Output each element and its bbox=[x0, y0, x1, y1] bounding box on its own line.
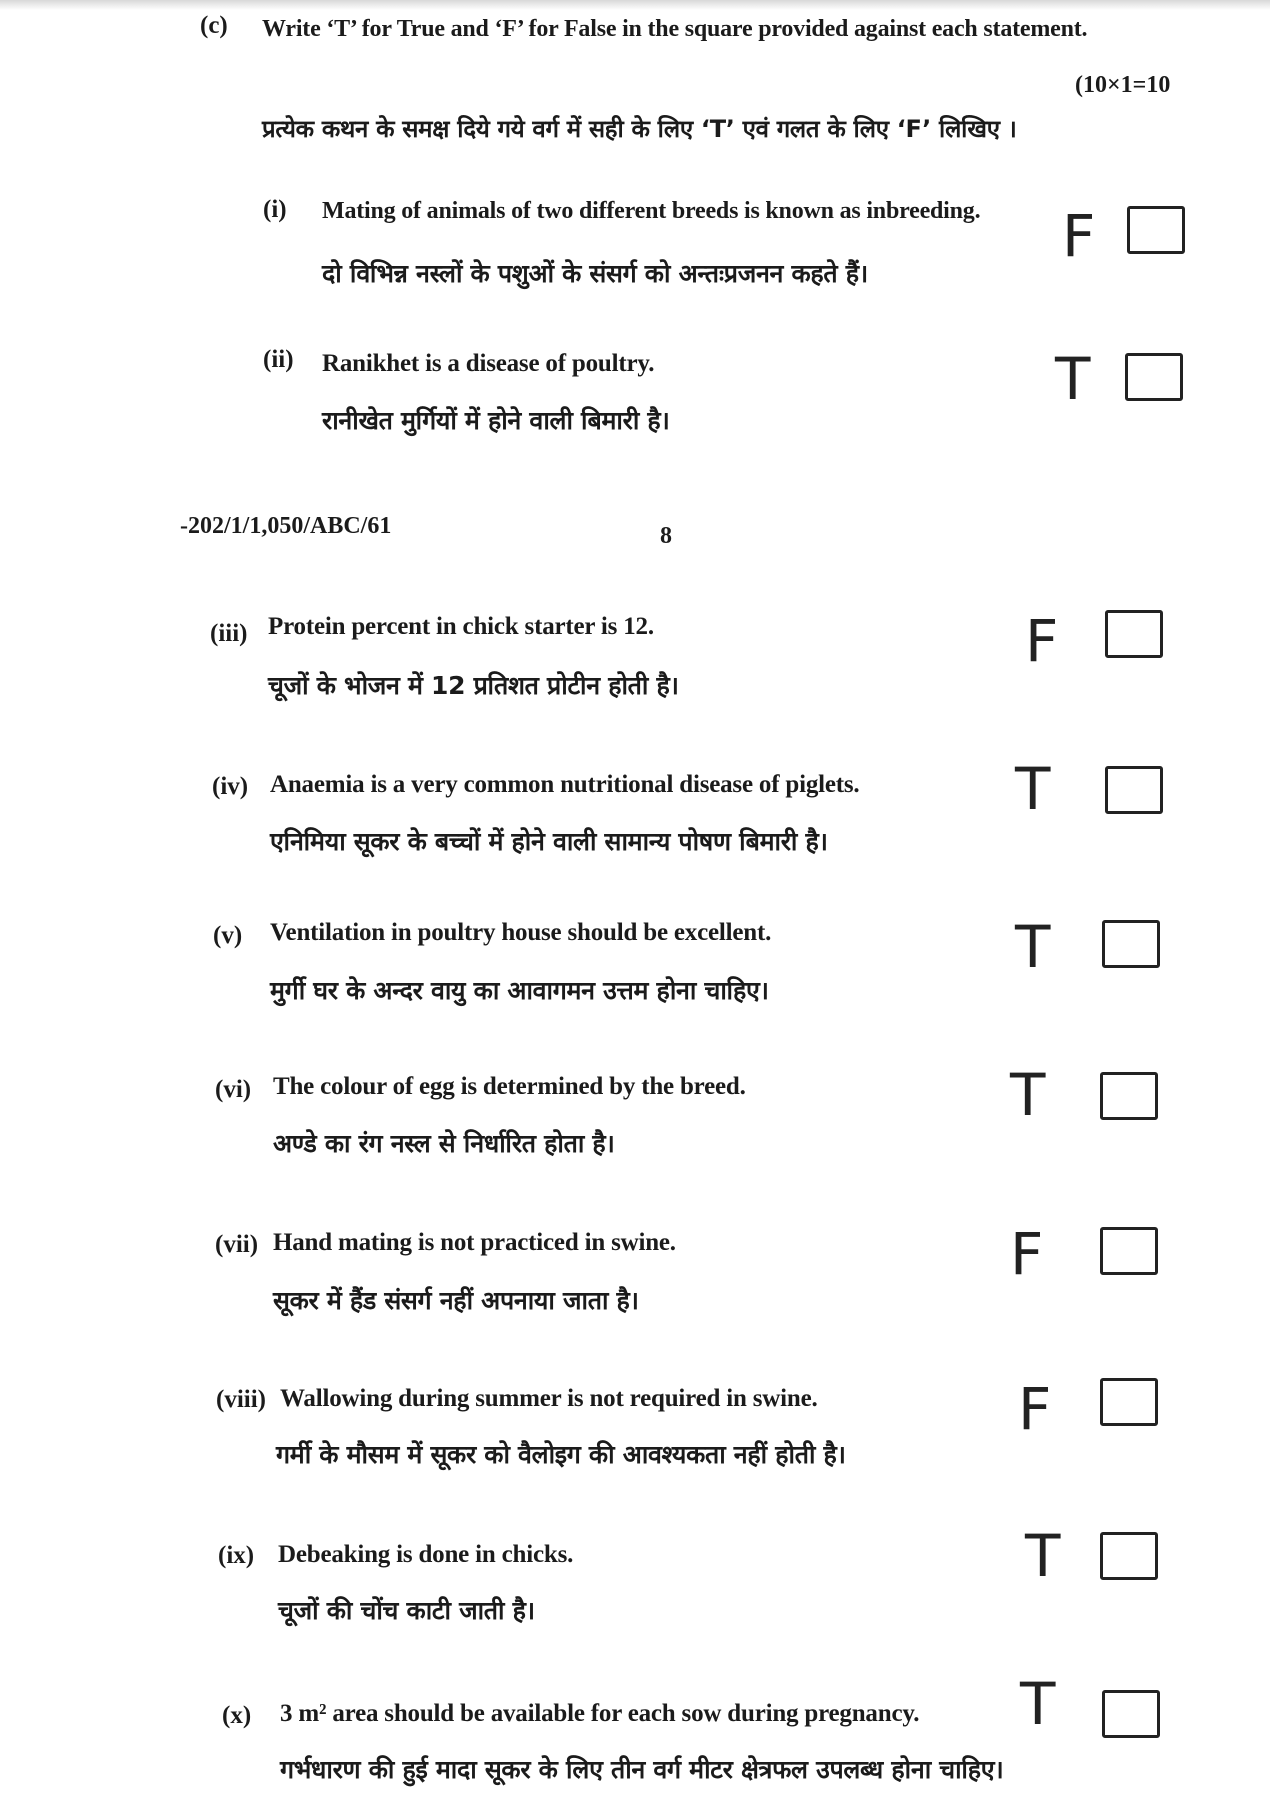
instruction-hindi: प्रत्येक कथन के समक्ष दिये गये वर्ग में सही के लिए ‘T’ एवं गलत के लिए ‘F’ लिखिए । bbox=[262, 115, 1017, 143]
handwritten-answer: F bbox=[1018, 1375, 1052, 1443]
item-statement-english: Mating of animals of two different breeds is known as inbreeding. bbox=[322, 198, 981, 224]
item-statement-hindi: गर्मी के मौसम में सूकर को वैलोइग की आवश्यकता नहीं होती है। bbox=[276, 1440, 846, 1469]
item-statement-english: Wallowing during summer is not required in swine. bbox=[280, 1385, 818, 1412]
item-statement-hindi: गर्भधारण की हुई मादा सूकर के लिए तीन वर्ग मीटर क्षेत्रफल उपलब्ध होना चाहिए। bbox=[280, 1755, 1004, 1784]
item-number: (iii) bbox=[210, 620, 248, 647]
page-number: 8 bbox=[660, 523, 672, 549]
answer-box[interactable] bbox=[1100, 1227, 1158, 1275]
question-label: (c) bbox=[200, 12, 228, 39]
answer-box[interactable] bbox=[1100, 1532, 1158, 1580]
marks-allocation: (10×1=10 bbox=[1075, 72, 1171, 98]
item-statement-english: Debeaking is done in chicks. bbox=[278, 1541, 574, 1568]
scan-top-edge bbox=[0, 0, 1270, 10]
handwritten-answer: F bbox=[1025, 607, 1059, 675]
item-number: (vi) bbox=[215, 1076, 252, 1103]
item-statement-hindi: अण्डे का रंग नस्ल से निर्धारित होता है। bbox=[273, 1129, 615, 1158]
item-statement-hindi: एनिमिया सूकर के बच्चों में होने वाली सामान्य पोषण बिमारी है। bbox=[270, 827, 828, 856]
handwritten-answer: T bbox=[1015, 913, 1051, 981]
item-number: (vii) bbox=[215, 1231, 259, 1258]
item-statement-hindi: दो विभिन्न नस्लों के पशुओं के संसर्ग को अन्तःप्रजनन कहते हैं। bbox=[322, 259, 868, 288]
handwritten-answer: T bbox=[1025, 1522, 1061, 1590]
item-number: (viii) bbox=[216, 1386, 266, 1413]
item-statement-hindi: रानीखेत मुर्गियों में होने वाली बिमारी है। bbox=[322, 406, 670, 435]
answer-box[interactable] bbox=[1102, 1690, 1160, 1738]
item-number: (i) bbox=[263, 196, 287, 223]
handwritten-answer: T bbox=[1015, 755, 1051, 823]
handwritten-answer: F bbox=[1010, 1220, 1044, 1288]
item-statement-hindi: सूकर में हैंड संसर्ग नहीं अपनाया जाता है। bbox=[273, 1286, 639, 1315]
handwritten-answer: F bbox=[1062, 202, 1096, 270]
instruction-english: Write ‘T’ for True and ‘F’ for False in the square provided against each statement. bbox=[262, 16, 1088, 42]
answer-box[interactable] bbox=[1100, 1072, 1158, 1120]
answer-box[interactable] bbox=[1105, 610, 1163, 658]
answer-box[interactable] bbox=[1100, 1378, 1158, 1426]
paper-code: -202/1/1,050/ABC/61 bbox=[180, 513, 392, 539]
handwritten-answer: T bbox=[1010, 1061, 1046, 1129]
item-number: (v) bbox=[213, 922, 243, 949]
item-statement-english: Ventilation in poultry house should be excellent. bbox=[270, 919, 772, 946]
item-statement-english: 3 m² area should be available for each sow during pregnancy. bbox=[280, 1700, 920, 1727]
item-statement-english: The colour of egg is determined by the breed. bbox=[273, 1073, 746, 1100]
item-statement-hindi: मुर्गी घर के अन्दर वायु का आवागमन उत्तम होना चाहिए। bbox=[270, 976, 769, 1005]
item-number: (x) bbox=[222, 1702, 252, 1729]
answer-box[interactable] bbox=[1125, 353, 1183, 401]
answer-box[interactable] bbox=[1105, 766, 1163, 814]
item-statement-hindi: चूजों के भोजन में 12 प्रतिशत प्रोटीन होती है। bbox=[268, 671, 679, 700]
answer-box[interactable] bbox=[1127, 206, 1185, 254]
item-statement-english: Ranikhet is a disease of poultry. bbox=[322, 350, 655, 377]
item-statement-hindi: चूजों की चोंच काटी जाती है। bbox=[278, 1596, 535, 1625]
item-statement-english: Anaemia is a very common nutritional disease of piglets. bbox=[270, 771, 860, 798]
item-number: (ix) bbox=[218, 1542, 255, 1569]
handwritten-answer: T bbox=[1020, 1670, 1056, 1738]
handwritten-answer: T bbox=[1055, 345, 1091, 413]
item-statement-english: Protein percent in chick starter is 12. bbox=[268, 613, 654, 640]
item-number: (iv) bbox=[212, 773, 249, 800]
answer-box[interactable] bbox=[1102, 920, 1160, 968]
item-number: (ii) bbox=[263, 346, 294, 373]
item-statement-english: Hand mating is not practiced in swine. bbox=[273, 1229, 676, 1256]
